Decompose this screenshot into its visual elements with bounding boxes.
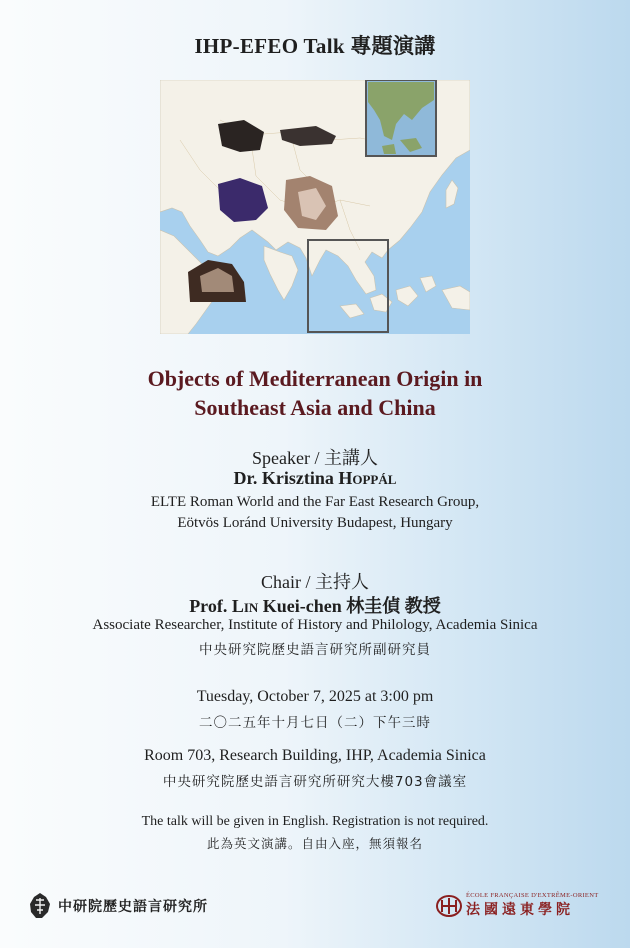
chair-name [0, 592, 630, 618]
efeo-text-block [466, 892, 598, 919]
chair-affiliation-en: Associate Researcher, Institute of History and Philology, Academia Sinica [92, 617, 538, 633]
chair-name-prefix: Prof. [189, 596, 232, 616]
speaker-name-prefix: Dr. Krisztina [233, 468, 339, 488]
chair-surname: Lin [231, 596, 259, 616]
event-time-zh: 二〇二五年十月七日（二）下午三時 [199, 715, 431, 731]
speaker-name [0, 468, 630, 489]
efeo-name-zh: 法國遠東學院 [466, 902, 574, 918]
ihp-seal-icon [28, 892, 52, 920]
chair-label: Chair / 主持人 [261, 572, 369, 592]
talk-title-line-2: Southeast Asia and China [194, 395, 436, 420]
speaker-affiliation-line-2: Eötvös Loránd University Budapest, Hungary [177, 515, 453, 531]
speaker-surname: Hoppál [338, 468, 397, 488]
chair-name-rest: Kuei-chen 林圭偵 教授 [258, 596, 441, 616]
map-figure [160, 80, 470, 334]
notice-zh: 此為英文演講。自由入座，無須報名 [206, 836, 423, 851]
efeo-name-fr: ÉCOLE FRANÇAISE D'EXTRÊME-ORIENT [466, 892, 599, 899]
chair-affiliation-zh: 中央研究院歷史語言研究所副研究員 [199, 642, 431, 658]
efeo-emblem-icon [436, 894, 462, 918]
talk-title-line-1: Objects of Mediterranean Origin in [147, 366, 483, 391]
notice-en: The talk will be given in English. Registration is not required. [141, 814, 489, 829]
speaker-label: Speaker / 主講人 [252, 448, 378, 468]
ihp-logo-text: 中研院歷史語言研究所 [58, 899, 208, 915]
ihp-logo [28, 892, 208, 920]
header-title: IHP-EFEO Talk 專題演講 [194, 34, 436, 58]
speaker-affiliation-line-1: ELTE Roman World and the Far East Research Group, [150, 494, 480, 510]
efeo-logo [436, 892, 598, 919]
event-venue-en: Room 703, Research Building, IHP, Academia Sinica [144, 747, 486, 764]
talk-title [0, 364, 630, 422]
event-time-en: Tuesday, October 7, 2025 at 3:00 pm [196, 688, 434, 705]
event-venue-zh: 中央研究院歷史語言研究所研究大樓703會議室 [162, 774, 468, 790]
